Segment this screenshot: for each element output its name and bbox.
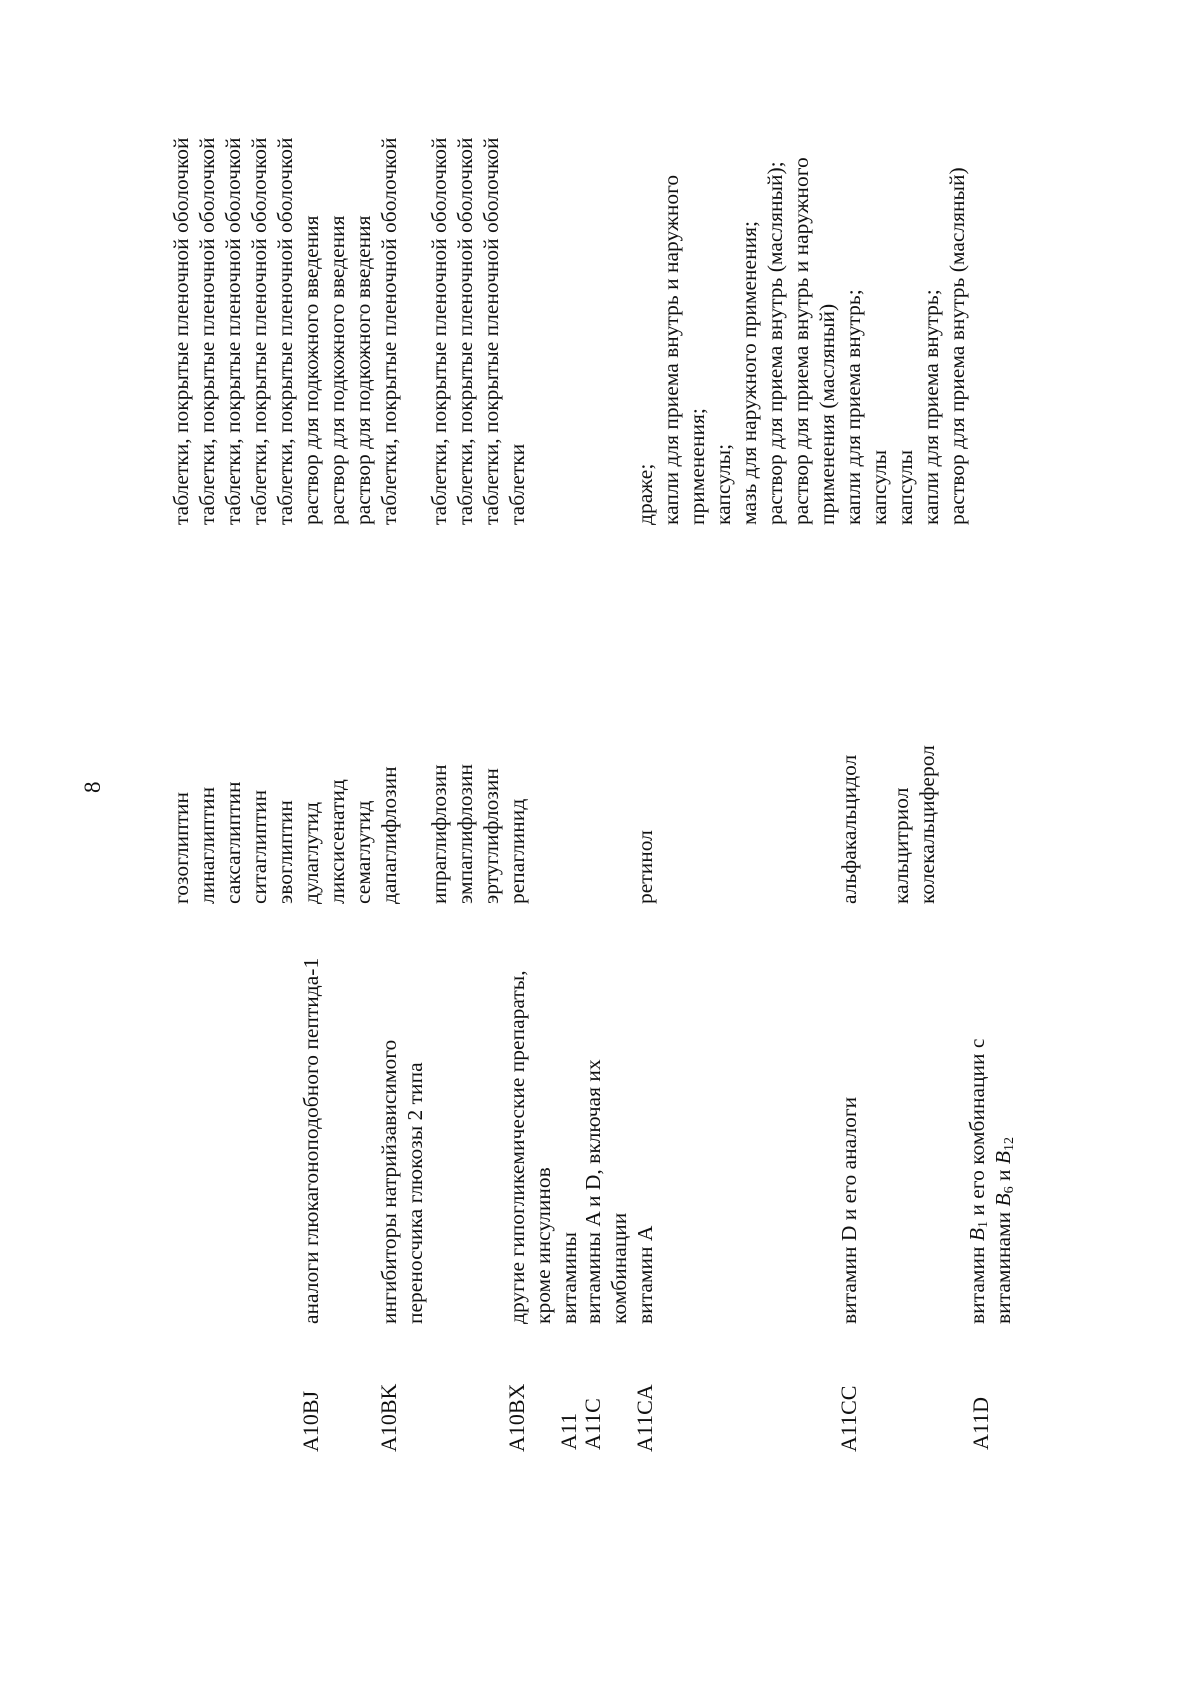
dosage-form: таблетки, покрытые пленочной оболочкой: [169, 137, 193, 525]
drug-name: эртуглифлозин: [479, 768, 503, 904]
dosage-form: таблетки, покрытые пленочной оболочкой: [221, 137, 245, 525]
group-name-a11cc: витамин D и его аналоги: [837, 1096, 861, 1324]
atc-code-a11ca: A11CA: [632, 1384, 657, 1452]
group-name-a10bk: [376, 1040, 428, 1324]
dosage-form: драже;: [633, 463, 657, 525]
group-name-a11: витамины: [557, 1232, 581, 1324]
group-name-a11c: [580, 1059, 632, 1324]
dosage-form: таблетки, покрытые пленочной оболочкой: [427, 137, 451, 525]
drug-name: альфакальцидол: [837, 754, 861, 904]
dosage-form: раствор для приема внутрь и наружного: [789, 157, 813, 525]
group-name-a10bx: [504, 970, 556, 1324]
atc-code-a10bk: A10BK: [376, 1383, 401, 1452]
drug-list-block1: [168, 766, 402, 904]
group-name-line: кроме инсулинов: [531, 1167, 555, 1324]
group-name-line: витамин $B_1$ и его комбинации с: [965, 1038, 991, 1324]
dosage-form: применения (масляный): [815, 303, 839, 525]
form-list-block3: [632, 157, 840, 525]
page-number: 8: [80, 781, 105, 793]
drug-name: ипраглифлозин: [427, 764, 451, 904]
drug-name: эмпаглифлозин: [453, 763, 477, 904]
dosage-form: раствор для подкожного введения: [325, 215, 349, 525]
dosage-form: раствор для приема внутрь (масляный): [945, 167, 969, 525]
drug-name: ликсисенатид: [325, 779, 349, 904]
dosage-form: капли для приема внутрь;: [919, 289, 943, 525]
dosage-form: таблетки, покрытые пленочной оболочкой: [377, 137, 401, 525]
atc-code-a11d: A11D: [968, 1397, 993, 1450]
dosage-form: капсулы;: [711, 443, 735, 525]
dosage-form: капсулы: [867, 449, 891, 525]
group-name-a11d: [964, 1039, 1016, 1324]
form-list-block4: [840, 167, 970, 525]
group-name-line: витаминами $B_6$ и $B_{12}$: [991, 1136, 1017, 1324]
dosage-form: капсулы: [893, 449, 917, 525]
drug-name: репаглинид: [505, 798, 529, 904]
drug-name: дулаглутид: [299, 801, 323, 904]
form-list-block1: [168, 137, 402, 525]
group-name-line: переносчика глюкозы 2 типа: [403, 1062, 427, 1324]
atc-code-a11cc: A11CC: [836, 1385, 861, 1452]
dosage-form: таблетки: [505, 443, 529, 525]
drug-name: кальцитриол: [889, 787, 913, 904]
dosage-form: раствор для подкожного введения: [351, 215, 375, 525]
dosage-form: таблетки, покрытые пленочной оболочкой: [479, 137, 503, 525]
dosage-form: капли для приема внутрь и наружного: [659, 174, 683, 525]
dosage-form: таблетки, покрытые пленочной оболочкой: [273, 137, 297, 525]
atc-code-a10bj: A10BJ: [298, 1390, 323, 1452]
dosage-form: применения;: [685, 408, 709, 525]
group-name-a10bj: аналоги глюкагоноподобного пептида-1: [299, 957, 323, 1324]
drug-name: гозоглиптин: [169, 791, 193, 904]
dosage-form: таблетки, покрытые пленочной оболочкой: [453, 137, 477, 525]
group-name-line: ингибиторы натрийзависимого: [377, 1039, 401, 1324]
dosage-form: таблетки, покрытые пленочной оболочкой: [195, 137, 219, 525]
drug-name: ситаглиптин: [247, 789, 271, 904]
atc-code-a10bx: A10BX: [504, 1383, 529, 1452]
drug-name: дапаглифлозин: [377, 766, 401, 904]
group-name-a11ca: витамин A: [633, 1225, 657, 1324]
dosage-form: капли для приема внутрь;: [841, 289, 865, 525]
dosage-form: мазь для наружного применения;: [737, 221, 761, 525]
drug-name: колекальциферол: [915, 745, 939, 904]
drug-name: семаглутид: [351, 800, 375, 904]
atc-code-a11: A11: [556, 1412, 581, 1450]
dosage-form: раствор для приема внутрь (масляный);: [763, 161, 787, 525]
drug-name: [862, 745, 888, 904]
drug-list-block2: [426, 764, 530, 904]
atc-code-a11c: A11C: [580, 1398, 605, 1450]
dosage-form: таблетки, покрытые пленочной оболочкой: [247, 137, 271, 525]
form-list-block2: [426, 137, 530, 525]
group-name-line: витамины A и D, включая их: [581, 1059, 605, 1324]
drug-name: эвоглиптин: [273, 800, 297, 904]
drug-retinol: ретинол: [633, 830, 657, 904]
group-name-line: комбинации: [607, 1212, 631, 1324]
group-name-line: другие гипогликемические препараты,: [505, 970, 529, 1324]
drug-name: линаглиптин: [195, 786, 219, 904]
dosage-form: раствор для подкожного введения: [299, 215, 323, 525]
drug-list-block4: [836, 745, 940, 904]
drug-name: саксаглиптин: [221, 781, 245, 904]
